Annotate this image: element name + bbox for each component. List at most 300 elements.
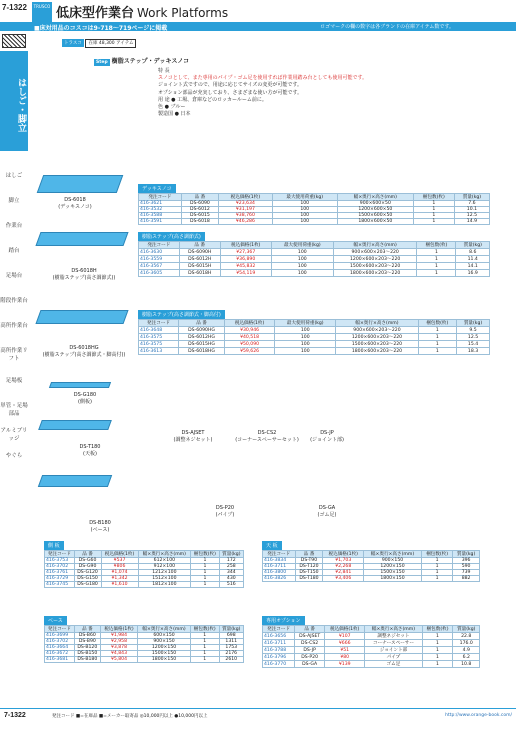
ga-caption: DS-GA (ゴム足): [317, 505, 337, 518]
table-cell: ¥537: [101, 558, 138, 564]
table-cell: 1: [418, 327, 456, 334]
table-cell: 1800×600×203〜220: [333, 270, 416, 277]
table-cell: ¥2,841: [323, 570, 364, 576]
table-cell: DS-6015H: [179, 263, 220, 270]
table-header: 幅×奥行×高さ(mm): [138, 626, 191, 633]
table-cell: 2176: [219, 651, 243, 657]
title-en: Work Platforms: [137, 6, 229, 20]
spec-table: [138, 319, 490, 355]
table-cell: DS-B60: [74, 633, 100, 639]
table-cell: 1: [418, 348, 456, 355]
table-cell: 1: [417, 270, 456, 277]
table-cell: 7.6: [454, 201, 489, 207]
table-cell: 416-3826: [263, 576, 296, 582]
table-cell: DS-6090: [181, 201, 218, 207]
table-cell: DS-G90: [74, 564, 101, 570]
table-cell: ジョイント部: [365, 647, 422, 654]
table-cell: 416-3834: [263, 558, 296, 564]
maker-tag: トラスコ: [64, 41, 82, 46]
table-cell: ¥31,197: [219, 207, 272, 213]
table-cell: 8.6: [456, 249, 490, 256]
table-cell: DS-G150: [74, 576, 101, 582]
ajset-caption: DS-AJSET (調整ネジセット): [173, 430, 213, 443]
table-cell: 416-3672: [45, 651, 75, 657]
table-cell: ¥40,518: [225, 334, 275, 341]
feature-color: 色 ● ブルー: [158, 104, 186, 111]
p20-caption: DS-P20 (パイプ): [215, 505, 235, 518]
table-cell: 1: [421, 558, 452, 564]
table-cell: ¥139: [325, 661, 365, 668]
table-cell: 1311: [219, 639, 243, 645]
table-header: 発注コード: [263, 626, 295, 633]
table-cell: 739: [453, 570, 480, 576]
table-cell: 1: [190, 633, 219, 639]
spec-table: [138, 241, 490, 277]
step-h-image: [35, 232, 128, 246]
side-nav-item[interactable]: 脚立: [8, 198, 20, 204]
table-header: 梱包数(枚): [190, 626, 219, 633]
table-cell: パイプ: [365, 654, 422, 661]
table-header: 品 番: [181, 194, 218, 201]
table-header: 税込価格(1枚): [100, 626, 137, 633]
table-header: 最大使用荷重(kg): [275, 320, 336, 327]
table-row: [263, 661, 480, 668]
table-cell: 416-3745: [45, 582, 75, 588]
table-cell: ¥5,804: [100, 657, 137, 663]
table-cell: 1: [421, 564, 452, 570]
table-cell: DS-6012: [181, 207, 218, 213]
table-cell: DS-P20: [295, 654, 325, 661]
table-cell: ¥23,634: [219, 201, 272, 207]
side-nav-item[interactable]: 足場板: [5, 378, 23, 384]
table-cell: 612×100: [138, 558, 191, 564]
table-cell: 100: [271, 263, 333, 270]
stock-count: 48,300: [98, 41, 115, 46]
table-cell: 416-3656: [263, 633, 295, 640]
table-header: 梱包数(枚): [413, 194, 454, 201]
table-cell: DS-6090HG: [179, 327, 225, 334]
feature-point: オプション部品が充実しており、さまざまな使い方が可能です。: [158, 89, 303, 96]
table-cell: 900×150: [138, 639, 191, 645]
table-cell: 12.5: [457, 334, 490, 341]
table-cell: DS-T180: [295, 576, 323, 582]
table-cell: 416-3800: [263, 570, 296, 576]
table-cell: 416-3664: [45, 645, 75, 651]
table-cell: コーナースペーサー: [365, 640, 422, 647]
table-cell: 900×150: [364, 558, 422, 564]
table-cell: 416-3702: [45, 639, 75, 645]
top-board-image: [38, 420, 112, 430]
base-caption: DS-B180 (ベース): [89, 520, 111, 533]
table-header: 税込価格(1枚): [101, 551, 138, 558]
table-cell: 416-3559: [139, 256, 180, 263]
table-cell: 590: [453, 564, 480, 570]
spec-table: [138, 193, 490, 225]
table-cell: 1: [418, 334, 456, 341]
deck-image: [37, 175, 124, 193]
table-cell: 1753: [219, 645, 243, 651]
table-cell: 100: [275, 327, 336, 334]
cs2-caption: DS-CS2 (コーナースペーサーセット): [235, 430, 299, 443]
table-cell: 1500×150: [364, 570, 422, 576]
table-cell: ¥27,367: [220, 249, 271, 256]
table-cell: ¥80: [325, 654, 365, 661]
table-section-title: 側 板: [44, 541, 64, 550]
spec-table: [262, 625, 480, 668]
table-cell: 416-3770: [263, 661, 295, 668]
table-cell: 14.9: [454, 219, 489, 225]
side-nav-item[interactable]: はしご・脚立: [0, 51, 28, 151]
table-section-title: 専用オプション: [262, 616, 305, 625]
table-header: 質量(kg): [457, 320, 490, 327]
base-image: [38, 475, 112, 487]
table-cell: DS-CS2: [295, 640, 325, 647]
table-cell: 416-3588: [139, 213, 182, 219]
side-nav: [0, 31, 28, 711]
table-cell: 9.5: [457, 327, 490, 334]
table-cell: ¥50,090: [225, 341, 275, 348]
table-header: 梱包数(枚): [421, 551, 452, 558]
table-cell: 1: [417, 256, 456, 263]
table-cell: DS-6018: [181, 219, 218, 225]
banner-note: ロゴマークの欄の数字は各ブランドの在庫アイテム数です。: [320, 24, 454, 30]
table-cell: 416-3575: [139, 341, 179, 348]
table-cell: 416-3648: [139, 327, 179, 334]
table-cell: 172: [219, 558, 243, 564]
table-header: 梱包数(枚): [422, 626, 453, 633]
table-cell: 100: [271, 270, 333, 277]
table-cell: 900×600×203〜220: [333, 249, 416, 256]
table-cell: 900×600×50: [337, 201, 413, 207]
table-cell: DS-GA: [295, 661, 325, 668]
qr-code-icon: [2, 34, 26, 48]
table-cell: 1: [413, 207, 454, 213]
table-cell: 4.9: [453, 647, 480, 654]
table-cell: DS-G180: [74, 582, 101, 588]
table-row: [263, 654, 480, 661]
table-cell: 416-3699: [45, 633, 75, 639]
table-cell: DS-B90: [74, 639, 100, 645]
page-number: 7-1322: [2, 3, 27, 12]
table-cell: 10.8: [453, 661, 480, 668]
table-cell: 1: [422, 654, 453, 661]
step-h-caption: DS-6018H (樹脂ステップ(高さ調節式)): [52, 268, 116, 281]
table-cell: 416-3711: [263, 640, 295, 647]
banner-subtitle: ■床対用品のコスコは9-718〜719ページに掲載: [34, 25, 168, 32]
table-cell: ¥59,626: [225, 348, 275, 355]
table-header: 質量(kg): [453, 551, 480, 558]
side-board-image: [49, 382, 111, 388]
table-header: 品 番: [179, 242, 220, 249]
table-header: 質量(kg): [219, 626, 243, 633]
table-header: 幅×奥行×高さ(mm): [138, 551, 191, 558]
feature-point: ジョイント式ですので、用途に応じてサイズの変更が可能です。: [158, 82, 303, 89]
deck-caption: DS-6018 (デッキスノコ): [58, 197, 92, 210]
table-cell: 1800×150: [138, 657, 191, 663]
table-cell: 1: [413, 219, 454, 225]
table-cell: 1: [417, 249, 456, 256]
table-cell: 416-3591: [139, 219, 182, 225]
table-cell: 100: [272, 207, 337, 213]
table-cell: 912×100: [138, 564, 191, 570]
table-header: 質量(kg): [219, 551, 243, 558]
table-cell: DS-B180: [74, 657, 100, 663]
table-cell: 1500×600×203〜220: [333, 263, 416, 270]
table-cell: 1: [422, 640, 453, 647]
table-header: 税込価格(1枚): [325, 626, 365, 633]
table-header: 税込価格(1枚): [225, 320, 275, 327]
table-header: 質量(kg): [453, 626, 480, 633]
spec-table: [262, 550, 480, 582]
table-cell: 1: [191, 564, 219, 570]
table-cell: 調整ネジセット: [365, 633, 422, 640]
side-board-caption: DS-G180 (側板): [73, 392, 97, 405]
table-cell: DS-T120: [295, 564, 323, 570]
table-cell: 100: [275, 348, 336, 355]
table-cell: DS-6012H: [179, 256, 220, 263]
table-row: [263, 647, 480, 654]
table-header: 品 番: [295, 626, 325, 633]
stock-box: [85, 39, 136, 48]
step-hg-image: [35, 310, 128, 324]
table-cell: 1: [191, 576, 219, 582]
side-nav-item[interactable]: アルミブリッジ: [0, 428, 28, 442]
table-row: [263, 576, 480, 582]
table-cell: ¥46,286: [219, 219, 272, 225]
table-cell: 1212×100: [138, 570, 191, 576]
side-nav-item[interactable]: 単管・足場部品: [0, 403, 28, 417]
table-header: 発注コード: [139, 242, 180, 249]
table-cell: 12.5: [454, 213, 489, 219]
stock-label: 在庫: [88, 41, 98, 46]
table-header: 幅×奥行×高さ(mm): [364, 551, 422, 558]
table-cell: 416-3567: [139, 263, 180, 270]
table-cell: 416-3605: [139, 270, 180, 277]
table-cell: 1: [422, 633, 453, 640]
table-cell: 1: [421, 576, 452, 582]
table-header: 品 番: [295, 551, 323, 558]
table-cell: ¥45,832: [220, 263, 271, 270]
table-section-title: ベース: [44, 616, 67, 625]
table-cell: ¥3,878: [100, 645, 137, 651]
table-cell: ¥1,074: [101, 570, 138, 576]
table-cell: 1200×600×50: [337, 207, 413, 213]
step-hg-caption: DS-6018HG (樹脂ステップ(高さ調節式・脚高付)): [42, 345, 126, 358]
table-header: 梱包数(枚): [191, 551, 219, 558]
table-cell: 1: [190, 645, 219, 651]
table-cell: 430: [219, 576, 243, 582]
table-cell: DS-B150: [74, 651, 100, 657]
table-cell: 22.8: [453, 633, 480, 640]
table-cell: DS-G120: [74, 570, 101, 576]
table-cell: 1: [413, 201, 454, 207]
side-nav-item[interactable]: はしご: [5, 173, 23, 179]
table-cell: 416-3796: [263, 654, 295, 661]
table-cell: 416-3621: [139, 201, 182, 207]
feature-use: 用 途 ● 工場、倉庫などのロッカールーム前に。: [158, 96, 267, 103]
table-cell: 16.9: [456, 270, 490, 277]
table-cell: DS-T90: [295, 558, 323, 564]
table-cell: 2610: [219, 657, 243, 663]
side-nav-item[interactable]: 階段作業台: [0, 298, 28, 304]
table-cell: 1: [421, 570, 452, 576]
table-cell: 1800×150: [364, 576, 422, 582]
table-cell: 1: [422, 661, 453, 668]
table-cell: ¥1,610: [101, 582, 138, 588]
table-cell: DS-T150: [295, 570, 323, 576]
table-cell: DS-6090H: [179, 249, 220, 256]
table-cell: 18.3: [457, 348, 490, 355]
table-row: [45, 657, 244, 663]
table-cell: ゴム足: [365, 661, 422, 668]
side-nav-item[interactable]: 踏台: [8, 248, 20, 254]
features-block: [158, 68, 368, 118]
table-cell: 416-3613: [139, 348, 179, 355]
table-cell: ¥666: [325, 640, 365, 647]
table-cell: 416-3575: [139, 334, 179, 341]
table-cell: 344: [219, 570, 243, 576]
step-tag: Step: [96, 60, 108, 65]
table-cell: 100: [275, 334, 336, 341]
table-row: [139, 348, 490, 355]
table-row: [139, 327, 490, 334]
table-row: [139, 341, 490, 348]
table-header: 品 番: [74, 551, 101, 558]
side-nav-item[interactable]: 足場台: [5, 273, 23, 279]
table-cell: 416-3702: [45, 564, 75, 570]
table-header: 税込価格(1枚): [220, 242, 271, 249]
table-row: [139, 263, 490, 270]
spec-table: [44, 550, 244, 588]
table-cell: DS-6015HG: [179, 341, 225, 348]
table-header: 質量(kg): [454, 194, 489, 201]
side-nav-item[interactable]: やぐら: [5, 453, 23, 459]
table-cell: ¥4,843: [100, 651, 137, 657]
table-cell: 1: [418, 341, 456, 348]
table-cell: 100: [272, 201, 337, 207]
table-cell: 1: [190, 651, 219, 657]
table-cell: 882: [453, 576, 480, 582]
table-cell: 100: [271, 256, 333, 263]
table-cell: 1: [190, 657, 219, 663]
table-section-title: デッキスノコ: [138, 184, 176, 193]
table-cell: ¥1,984: [100, 633, 137, 639]
table-row: [45, 582, 244, 588]
top-banner: [0, 22, 516, 31]
table-header: 梱包数(枚): [417, 242, 456, 249]
table-header: 発注コード: [263, 551, 296, 558]
table-cell: 1812×100: [138, 582, 191, 588]
table-cell: 1500×600×50: [337, 213, 413, 219]
table-header: 発注コード: [139, 320, 179, 327]
table-cell: ¥107: [325, 633, 365, 640]
footer-url[interactable]: http://www.orange-book.com/: [445, 713, 512, 718]
table-cell: DS-6015: [181, 213, 218, 219]
table-header: 品 番: [179, 320, 225, 327]
table-header: 税込価格(1枚): [323, 551, 364, 558]
footer: [0, 708, 516, 729]
table-cell: 1800×600×50: [337, 219, 413, 225]
side-nav-item[interactable]: 作業台: [5, 223, 23, 229]
table-header: 幅×奥行×高さ(mm): [337, 194, 413, 201]
table-cell: 100: [271, 249, 333, 256]
table-cell: 1500×150: [138, 651, 191, 657]
table-cell: 1: [422, 647, 453, 654]
table-cell: 698: [219, 633, 243, 639]
table-header: 幅×奥行×高さ(mm): [365, 626, 422, 633]
table-cell: 1: [413, 213, 454, 219]
top-board-caption: DS-T180 (天板): [79, 444, 101, 457]
table-cell: 1200×150: [364, 564, 422, 570]
table-cell: ¥2,268: [323, 564, 364, 570]
footer-page-number: 7-1322: [4, 712, 26, 719]
table-row: [139, 249, 490, 256]
table-cell: 416-3761: [45, 570, 75, 576]
product-name: 樹脂ステップ・デッキスノコ: [111, 58, 190, 65]
table-cell: 176.0: [453, 640, 480, 647]
table-section-title: 樹脂ステップ(高さ調節式・脚高付): [138, 310, 225, 319]
table-cell: 416-3729: [45, 576, 75, 582]
table-cell: ¥54,119: [220, 270, 271, 277]
side-nav-item[interactable]: 高所作業リフト: [0, 348, 28, 362]
table-cell: 15.4: [457, 341, 490, 348]
table-cell: 258: [219, 564, 243, 570]
table-header: 発注コード: [45, 626, 75, 633]
spec-table: [44, 625, 244, 663]
table-cell: 416-3630: [139, 249, 180, 256]
table-header: 梱包数(枚): [418, 320, 456, 327]
table-header: 幅×奥行×高さ(mm): [336, 320, 418, 327]
table-cell: 1: [191, 570, 219, 576]
table-cell: 416-3681: [45, 657, 75, 663]
table-cell: DS-6018H: [179, 270, 220, 277]
table-cell: ¥1,342: [101, 576, 138, 582]
table-cell: 416-3532: [139, 207, 182, 213]
brand-block: [62, 39, 136, 48]
table-row: [263, 640, 480, 647]
table-cell: 416-3788: [263, 647, 295, 654]
table-cell: 14.1: [456, 263, 490, 270]
features-heading: 特 長: [158, 68, 170, 74]
table-cell: ¥3,406: [323, 576, 364, 582]
product-name-block: [94, 56, 189, 66]
table-cell: 416-3711: [263, 564, 296, 570]
title-jp: 低床型作業台: [56, 6, 135, 21]
table-header: 幅×奥行×高さ(mm): [333, 242, 416, 249]
table-row: [139, 256, 490, 263]
table-cell: 11.4: [456, 256, 490, 263]
table-row: [263, 633, 480, 640]
table-cell: 1: [190, 639, 219, 645]
table-cell: 416-3753: [45, 558, 75, 564]
stock-unit: アイテム: [116, 41, 134, 46]
table-cell: ¥51: [325, 647, 365, 654]
side-nav-item[interactable]: 高所作業台: [0, 323, 28, 329]
table-cell: 600×150: [138, 633, 191, 639]
table-row: [139, 270, 490, 277]
table-cell: 1200×600×203〜220: [333, 256, 416, 263]
table-cell: DS-JP: [295, 647, 325, 654]
table-cell: ¥806: [101, 564, 138, 570]
table-cell: 10.1: [454, 207, 489, 213]
table-cell: 6.2: [453, 654, 480, 661]
table-cell: ¥30,946: [225, 327, 275, 334]
table-header: 質量(kg): [456, 242, 490, 249]
table-row: [139, 334, 490, 341]
table-cell: 1200×600×203〜220: [336, 334, 418, 341]
table-cell: DS-6018HG: [179, 348, 225, 355]
table-cell: ¥38,760: [219, 213, 272, 219]
